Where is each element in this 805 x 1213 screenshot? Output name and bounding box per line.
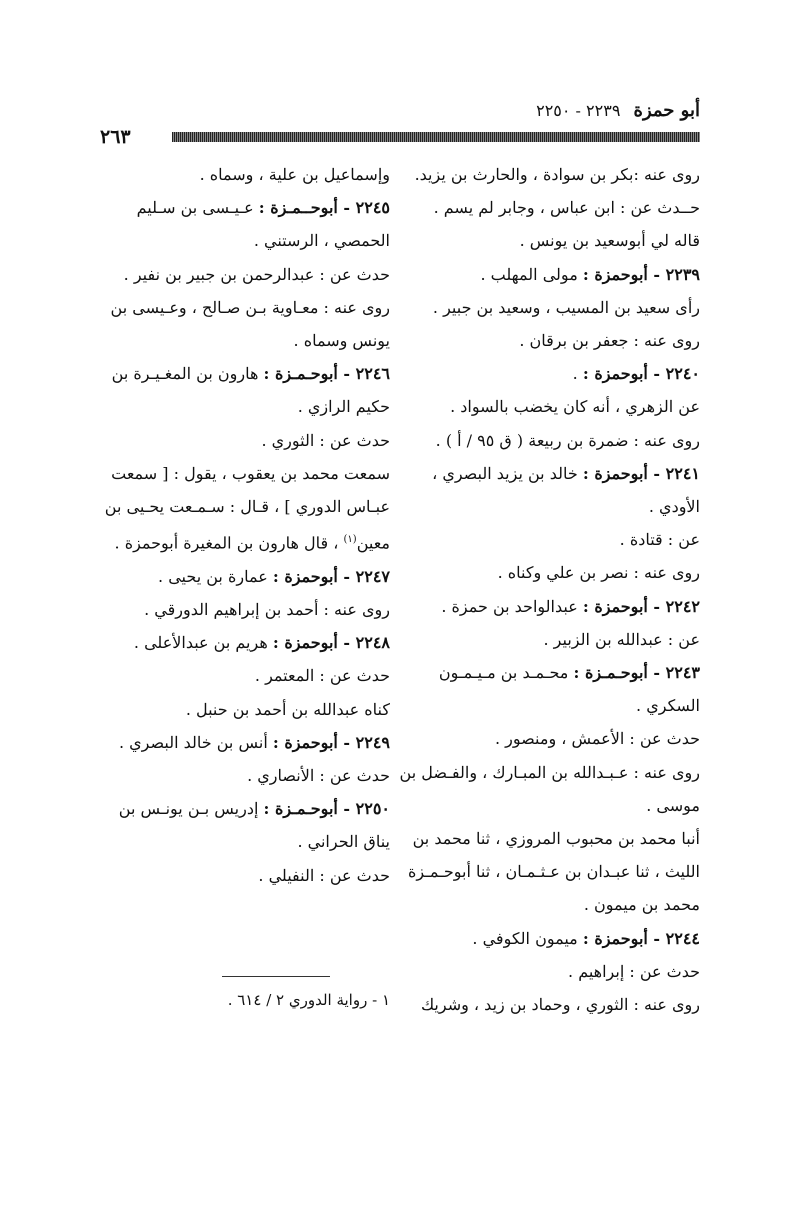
- line-text: روى عنه : الثوري ، وحماد بن زيد ، وشريك: [420, 995, 700, 1015]
- text-line: [100, 457, 390, 490]
- text-line: [100, 424, 390, 457]
- footnote-rule: [222, 976, 330, 977]
- entry-heading: ٢٢٤٨ - أبوحمزة :: [272, 633, 390, 653]
- text-line: [410, 490, 700, 523]
- text-line: [100, 224, 390, 257]
- text-line: [100, 560, 390, 593]
- line-text: وإسماعيل بن علية ، وسماه .: [199, 165, 390, 184]
- text-line: [410, 457, 700, 490]
- text-line: [100, 258, 390, 291]
- line-text: معين: [356, 533, 390, 553]
- text-line: [100, 825, 390, 858]
- text-line: [410, 822, 700, 855]
- line-text: روى عنه : نصر بن علي وكناه .: [497, 563, 700, 583]
- text-line: [100, 693, 390, 726]
- line-text-rest: ، قال هارون بن المغيرة أبوحمزة .: [114, 533, 344, 553]
- text-line: [100, 523, 390, 560]
- line-text: حدث عن : عبدالرحمن بن جبير بن نفير .: [123, 264, 390, 284]
- line-text: رأى سعيد بن المسيب ، وسعيد بن جبير .: [432, 297, 700, 317]
- line-text: .: [572, 364, 583, 384]
- text-line: [100, 659, 390, 692]
- text-line: [100, 324, 390, 357]
- text-line: [410, 789, 700, 822]
- entry-heading: ٢٢٤٩ - أبوحمزة :: [272, 732, 390, 752]
- line-text: أنس بن خالد البصري .: [118, 732, 273, 752]
- text-line: [410, 888, 700, 921]
- text-line: [410, 656, 700, 689]
- text-line: [410, 689, 700, 722]
- text-line: [100, 859, 390, 892]
- line-text: إدريس بـن يونـس بن: [118, 799, 264, 819]
- line-text: حدث عن : الأنصاري .: [247, 765, 390, 785]
- line-text: سمعت محمد بن يعقوب ، يقول : [ سمعت: [111, 463, 390, 483]
- line-text: عبدالواحد بن حمزة .: [441, 596, 583, 616]
- entry-heading: ٢٢٤٥ - أبوحــمـزة :: [258, 198, 390, 218]
- text-line: [100, 792, 390, 825]
- text-line: [100, 291, 390, 324]
- entry-heading: ٢٢٤٦ - أبوحـمـزة :: [263, 364, 390, 384]
- running-title: أبو حمزة: [633, 100, 700, 121]
- line-text: عن : قتادة .: [619, 530, 700, 550]
- text-line: [410, 523, 700, 556]
- entry-range: ٢٢٣٩ - ٢٢٥٠: [536, 101, 621, 120]
- line-text: خالد بن يزيد البصري ،: [432, 463, 583, 483]
- line-text: الحمصي ، الرستني .: [253, 231, 390, 251]
- header-rule: [100, 126, 700, 148]
- entry-heading: ٢٢٥٠ - أبوحـمـزة :: [263, 799, 390, 819]
- line-text: عن الزهري ، أنه كان يخضب بالسواد .: [450, 397, 700, 417]
- entry-heading: ٢٢٣٩ - أبوحمزة :: [582, 264, 700, 284]
- line-text: الليث ، ثنا عبـدان بن عـثـمـان ، ثنا أبوحـمـزة: [408, 862, 700, 882]
- text-line: [410, 623, 700, 656]
- left-column: [100, 158, 390, 892]
- line-text: حكيم الرازي .: [297, 397, 390, 417]
- entry-heading: ٢٢٤٢ - أبوحمزة :: [582, 596, 700, 616]
- text-line: [399, 756, 700, 789]
- line-text: روى عنه :بكر بن سوادة ، والحارث بن يزيد.: [414, 165, 700, 184]
- text-line: [100, 390, 390, 423]
- line-text: يونس وسماه .: [293, 331, 390, 351]
- text-line: [410, 988, 700, 1021]
- text-line: [410, 224, 700, 257]
- text-line: [410, 722, 700, 755]
- text-line: [410, 390, 700, 423]
- line-text: هارون بن المغـيـرة بن: [111, 364, 264, 384]
- header-rule-bar: [172, 132, 700, 142]
- line-text: أنبا محمد بن محبوب المروزي ، ثنا محمد بن: [412, 829, 700, 849]
- text-line: [100, 726, 390, 759]
- line-text: محمد بن ميمون .: [583, 895, 700, 915]
- line-text: روى عنه : معـاوية بـن صـالح ، وعـيسى بن: [110, 297, 390, 317]
- text-line: [410, 357, 700, 390]
- text-line: [410, 324, 700, 357]
- text-line: [100, 357, 390, 390]
- running-header: [100, 100, 700, 126]
- line-text: موسى .: [646, 795, 700, 815]
- text-line: [100, 759, 390, 792]
- line-text: حدث عن : المعتمر .: [254, 666, 390, 686]
- line-text: هريم بن عبدالأعلى .: [133, 633, 273, 653]
- text-line: [410, 922, 700, 955]
- text-line: [410, 258, 700, 291]
- line-text: السكري .: [636, 696, 700, 716]
- entry-heading: ٢٢٤٣ - أبوحـمـزة :: [573, 663, 700, 683]
- line-text: عمارة بن يحيى .: [158, 566, 273, 586]
- line-text: روى عنه : عـبـدالله بن المبـارك ، والفـضل بن: [399, 762, 700, 782]
- line-text: حدث عن : الأعمش ، ومنصور .: [495, 729, 700, 749]
- footnote: ١ - رواية الدوري ٢ / ٦١٤ .: [227, 991, 390, 1009]
- entry-heading: ٢٢٤٠ - أبوحمزة :: [582, 364, 700, 384]
- text-line: [410, 955, 700, 988]
- line-text: حدث عن : إبراهيم .: [568, 961, 700, 981]
- entry-heading: ٢٢٤٧ - أبوحمزة :: [272, 566, 390, 586]
- page-number: ٢٦٣: [100, 126, 135, 148]
- text-line: [100, 191, 390, 224]
- line-text: كناه عبدالله بن أحمد بن حنبل .: [185, 699, 390, 719]
- text-line: [410, 855, 700, 888]
- line-text: عن : عبدالله بن الزبير .: [543, 629, 700, 649]
- text-line: [100, 158, 390, 191]
- right-column: [399, 158, 700, 1021]
- text-line: [410, 424, 700, 457]
- line-text: حدث عن : النفيلي .: [258, 865, 390, 885]
- text-line: [410, 158, 700, 191]
- line-text: مولى المهلب .: [480, 264, 583, 284]
- line-text: ميمون الكوفي .: [472, 928, 583, 948]
- line-text: روى عنه : ضمرة بن ربيعة ( ق ٩٥ / أ ) .: [435, 430, 700, 450]
- line-text: عـيـسى بن سـليم: [136, 198, 259, 218]
- line-text: روى عنه : جعفر بن برقان .: [519, 331, 700, 351]
- text-line: [410, 291, 700, 324]
- text-line: [100, 490, 390, 523]
- line-text: عبـاس الدوري ] ، قـال : سـمـعت يحـيى بن: [104, 497, 390, 517]
- line-text: محـمـد بن مـيـمـون: [438, 663, 574, 683]
- line-text: يناق الحراني .: [297, 832, 390, 852]
- line-text: حدث عن : الثوري .: [261, 430, 390, 450]
- text-line: [410, 556, 700, 589]
- line-text: قاله لي أبوسعيد بن يونس .: [519, 231, 700, 251]
- line-text: روى عنه : أحمد بن إبراهيم الدورقي .: [144, 599, 390, 619]
- line-text: الأودي .: [648, 497, 700, 517]
- footnote-marker: (١): [343, 534, 357, 546]
- text-line: [100, 593, 390, 626]
- entry-heading: ٢٢٤١ - أبوحمزة :: [582, 463, 700, 483]
- entry-heading: ٢٢٤٤ - أبوحمزة :: [582, 928, 700, 948]
- line-text: حــدث عن : ابن عباس ، وجابر لم يسم .: [433, 198, 700, 218]
- text-line: [410, 590, 700, 623]
- text-line: [410, 191, 700, 224]
- text-line: [100, 626, 390, 659]
